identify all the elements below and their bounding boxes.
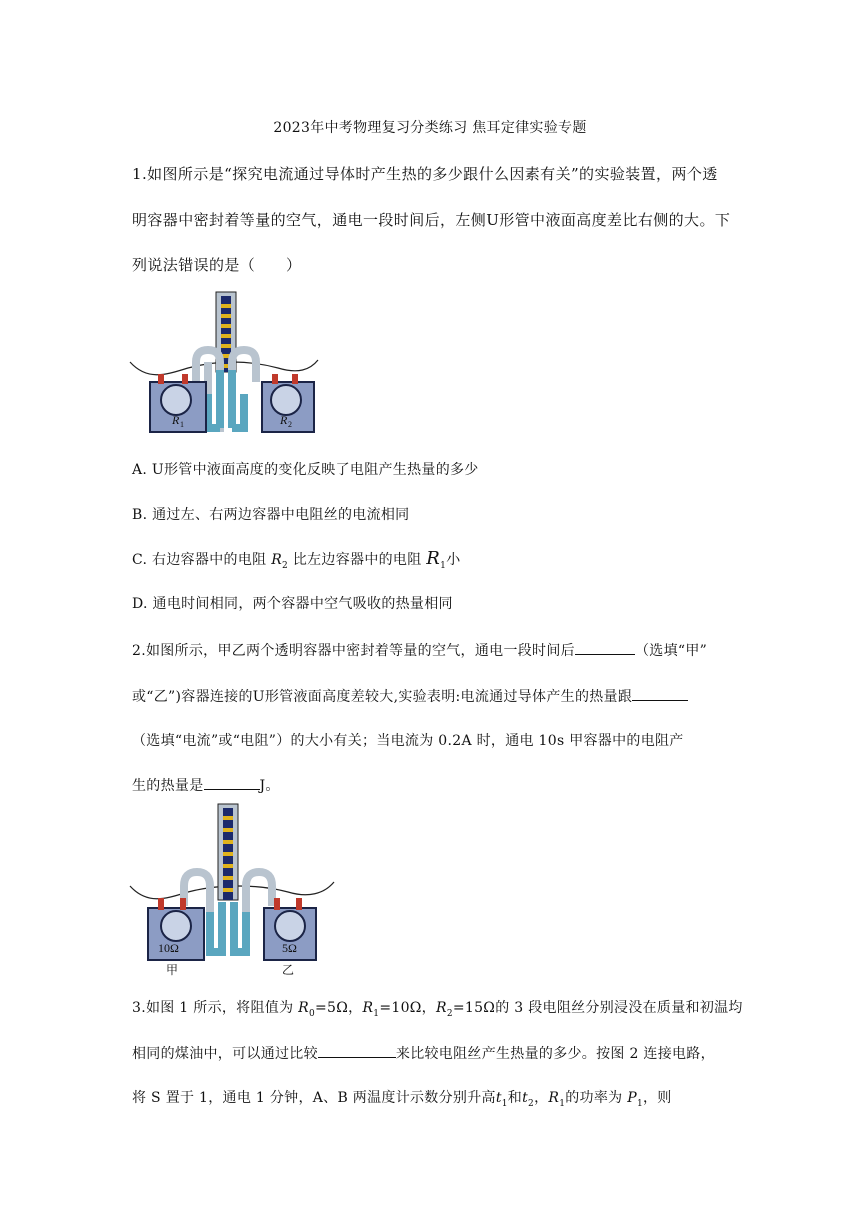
q3-r0: R	[298, 1000, 309, 1016]
q3-comma: ，	[534, 1090, 549, 1106]
q3-t2-sub: 2	[528, 1098, 535, 1109]
q1-option-c-r2-sub: 2	[282, 560, 289, 571]
q2-blank-2[interactable]	[632, 688, 688, 701]
q3-r0-sub: 0	[308, 1008, 315, 1019]
q1-option-c-middle: 比左边容器中的电阻	[292, 552, 422, 568]
q3-r2: R	[435, 1000, 447, 1016]
q3-line-2-text: 相同的煤油中，可以通过比较	[132, 1046, 318, 1062]
fig2-left-name: 甲	[166, 963, 179, 977]
q3-line-2-tail: 来比较电阻丝产生热量的多少。按图 2 连接电路，	[395, 1046, 715, 1062]
q3-line-3	[132, 1087, 672, 1109]
q3-r2-value: =15Ω的 3 段电阻丝分别浸没在质量和初温均	[452, 1000, 743, 1016]
q2-line-4-tail: J。	[259, 778, 280, 794]
q1-option-c-r1: R	[426, 548, 441, 569]
q1-option-a: A. U形管中液面高度的变化反映了电阻产生热量的多少	[132, 462, 479, 478]
q2-blank-1[interactable]	[575, 642, 635, 655]
page-title: 2023年中考物理复习分类练习 焦耳定律实验专题	[273, 120, 587, 136]
q1-line-3: 列说法错误的是（ ）	[132, 256, 302, 274]
fig1-right-label: R	[280, 413, 288, 427]
q3-r1-value: =10Ω，	[379, 1000, 436, 1016]
q2-blank-3[interactable]	[204, 777, 260, 790]
q3-p: P	[627, 1090, 637, 1106]
fig1-right-sub: 2	[288, 420, 292, 429]
q1-apparatus-figure	[128, 290, 328, 438]
fig2-right-name: 乙	[282, 963, 295, 977]
q3-t2: t	[522, 1090, 529, 1106]
q3-r0-value: =5Ω，	[315, 1000, 363, 1016]
q1-option-c-prefix: C. 右边容器中的电阻	[132, 552, 267, 568]
fig1-left-sub: 1	[180, 420, 184, 429]
q3-line-1-text: 3.如图 1 所示，将阻值为	[132, 1000, 299, 1016]
q1-line-2: 明容器中密封着等量的空气，通电一段时间后，左侧U形管中液面高度差比右侧的大。下	[132, 211, 731, 229]
q3-line-1	[132, 997, 743, 1019]
q3-line-3-tail: ，则	[642, 1090, 672, 1106]
q1-option-c-r1-sub: 1	[440, 560, 447, 571]
q2-line-4-text: 生的热量是	[132, 778, 204, 794]
q2-line-1-text: 2.如图所示，甲乙两个透明容器中密封着等量的空气，通电一段时间后	[132, 643, 575, 659]
q3-t1-sub: 1	[501, 1098, 508, 1109]
q3-and: 和	[507, 1090, 523, 1106]
q3-blank-1[interactable]	[318, 1045, 396, 1058]
fig2-left-resistance: 10Ω	[158, 941, 179, 955]
q2-line-2-text: 或“乙”)容器连接的U形管液面高度差较大,实验表明:电流通过导体产生的热量跟	[132, 689, 633, 705]
q3-p-r-sub: 1	[559, 1098, 566, 1109]
fig2-right-resistance: 5Ω	[282, 941, 297, 955]
q1-option-c	[132, 548, 461, 571]
q3-r2-sub: 2	[446, 1008, 453, 1019]
q3-p-r: R	[548, 1090, 560, 1106]
q1-line-1: 1.如图所示是“探究电流通过导体时产生热的多少跟什么因素有关”的实验装置，两个透	[132, 165, 718, 183]
q3-p-sub: 1	[636, 1098, 643, 1109]
q3-line-2	[132, 1043, 715, 1063]
q1-option-d: D. 通电时间相同，两个容器中空气吸收的热量相同	[132, 596, 453, 612]
q2-line-1	[132, 640, 707, 660]
q3-r1: R	[362, 1000, 374, 1016]
q3-r1-sub: 1	[373, 1008, 380, 1019]
q3-line-3-text: 将 S 置于 1，通电 1 分钟，A、B 两温度计示数分别升高	[132, 1090, 496, 1106]
fig1-left-label: R	[172, 413, 180, 427]
q2-line-1-tail: （选填“甲”	[634, 643, 708, 659]
q2-line-2	[132, 686, 688, 706]
q1-option-b: B. 通过左、右两边容器中电阻丝的电流相同	[132, 507, 410, 523]
q3-power-text: 的功率为	[565, 1090, 628, 1106]
q2-line-4	[132, 775, 280, 795]
q1-option-c-r2: R	[271, 552, 283, 568]
q1-option-c-suffix: 小	[446, 552, 461, 568]
q3-t1: t	[495, 1090, 502, 1106]
q2-apparatus-figure	[128, 802, 340, 978]
q2-line-3: （选填“电流”或“电阻”）的大小有关；当电流为 0.2A 时，通电 10s 甲容器中的电阻产	[132, 733, 684, 749]
